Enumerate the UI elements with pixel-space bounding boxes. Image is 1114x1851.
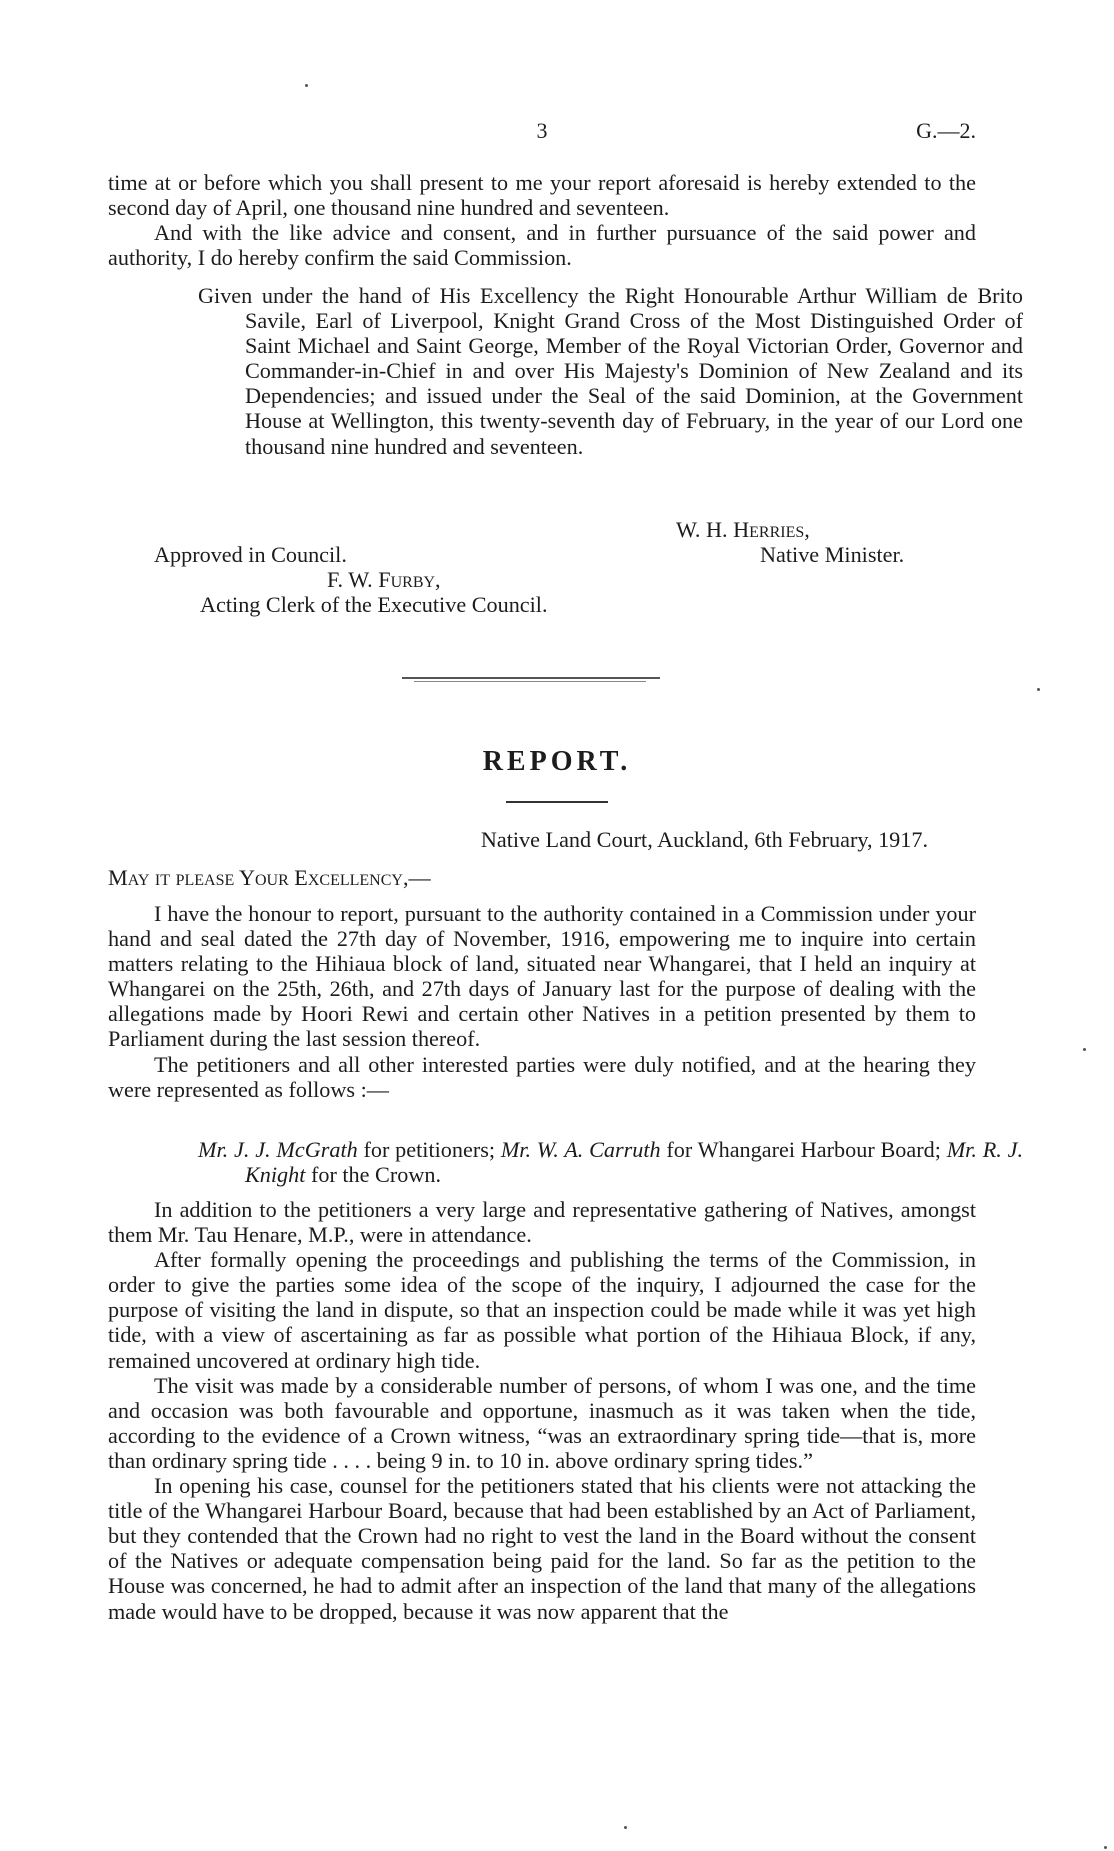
page-number: 3 (536, 118, 548, 143)
clerk-name: F. W. Furby, (327, 567, 441, 592)
report-opening-text (108, 901, 976, 1102)
page-header (108, 118, 976, 148)
given-under-hand-clause: Given under the hand of His Excellency the Right Honourable Arthur William de Brito Savile, Earl of Liverpool, Knight Grand Cross of the Most Distinguished Order of Saint Michael and Saint George, Member of the Royal Victorian Order, Governor and Commander-in-Chief in and over His Majesty's Dominion of New Zealand and its Dependencies; and issued under the Seal of the said Dominion, at the Government House at Wellington, this twenty-seventh day of February, in the year of our Lord one thousand nine hundred and seventeen. (198, 283, 1023, 459)
report-paragraph-2: The petitioners and all other interested parties were duly notified, and at the hearing they were represented as follows :— (108, 1051, 976, 1102)
paper-speck (1083, 1048, 1086, 1051)
minister-name: W. H. Herries, (676, 517, 810, 542)
document-reference: G.—2. (916, 118, 976, 143)
report-heading: REPORT. (482, 746, 632, 777)
report-paragraph-6: In opening his case, counsel for the petitioners stated that his clients were not attacking the title of the Whangarei Harbour Board, because that had been established by an Act of Parliament, but they contended that the Crown had no right to vest the land in the Board without the consent of the Natives or adequate compensation being paid for the land. So far as the petition to the House was concerned, he had to admit after an inspection of the land that many of the allegations made would have to be dropped, because it was now apparent that the (108, 1473, 976, 1624)
salutation: May it please Your Excellency,— (108, 865, 431, 890)
clerk-title: Acting Clerk of the Executive Council. (200, 592, 548, 617)
heading-rule (506, 801, 608, 803)
counsel-2-role: for Whangarei Harbour Board; (666, 1137, 941, 1162)
report-paragraph-1: I have the honour to report, pursuant to the authority contained in a Commission under your hand and seal dated the 27th day of November, 1916, empowering me to inquire into certain matters relating to the Hihiaua block of land, situated near Whangarei, that I held an inquiry at Whangarei on the 25th, 26th, and 27th days of January last for the purpose of dealing with the allegations made by Hoori Rewi and certain other Natives in a petition presented by them to Parliament during the last session thereof. (108, 901, 976, 1052)
opening-paragraph-2: And with the like advice and consent, and in further pursuance of the said power and authority, I do hereby confirm the said Commission. (108, 220, 976, 271)
paper-speck (305, 84, 308, 87)
paper-speck (1104, 1846, 1107, 1849)
paper-speck (624, 1826, 627, 1829)
report-paragraph-5: The visit was made by a considerable number of persons, of whom I was one, and the time and occasion was both favourable and opportune, inasmuch as it was taken when the tide, according to the evidence of a Crown witness, “was an extraordinary spring tide—that is, more than ordinary spring tide . . . . being 9 in. to 10 in. above ordinary spring tides.” (108, 1372, 976, 1473)
counsel-3-role: for the Crown. (310, 1162, 441, 1188)
opening-text (108, 170, 976, 270)
report-dateline: Native Land Court, Auckland, 6th February, 1917. (480, 827, 928, 852)
approved-in-council: Approved in Council. (154, 542, 347, 567)
minister-title: Native Minister. (760, 542, 905, 567)
counsel-2-name: Mr. W. A. Carruth (500, 1137, 661, 1162)
opening-paragraph-1: time at or before which you shall present to me your report aforesaid is hereby extended to the second day of April, one thousand nine hundred and seventeen. (108, 170, 976, 221)
paper-speck (1037, 688, 1040, 691)
report-paragraph-3: In addition to the petitioners a very large and representative gathering of Natives, amongst them Mr. Tau Henare, M.P., were in attendance. (108, 1197, 976, 1248)
section-divider (402, 677, 660, 679)
counsel-3-name: Mr. R. J. Knight (245, 1137, 1023, 1188)
section-divider-shadow (414, 681, 646, 682)
counsel-1-name: Mr. J. J. McGrath (198, 1137, 358, 1162)
counsel-list (198, 1137, 1023, 1187)
counsel-1-role: for petitioners; (363, 1137, 496, 1162)
report-body-text (108, 1197, 976, 1624)
report-paragraph-4: After formally opening the proceedings and publishing the terms of the Commission, in order to give the parties some idea of the scope of the inquiry, I adjourned the case for the purpose of visiting the land in dispute, so that an inspection could be made while it was yet high tide, with a view of ascertaining as far as possible what portion of the Hihiaua Block, if any, remained uncovered at ordinary high tide. (108, 1247, 976, 1373)
